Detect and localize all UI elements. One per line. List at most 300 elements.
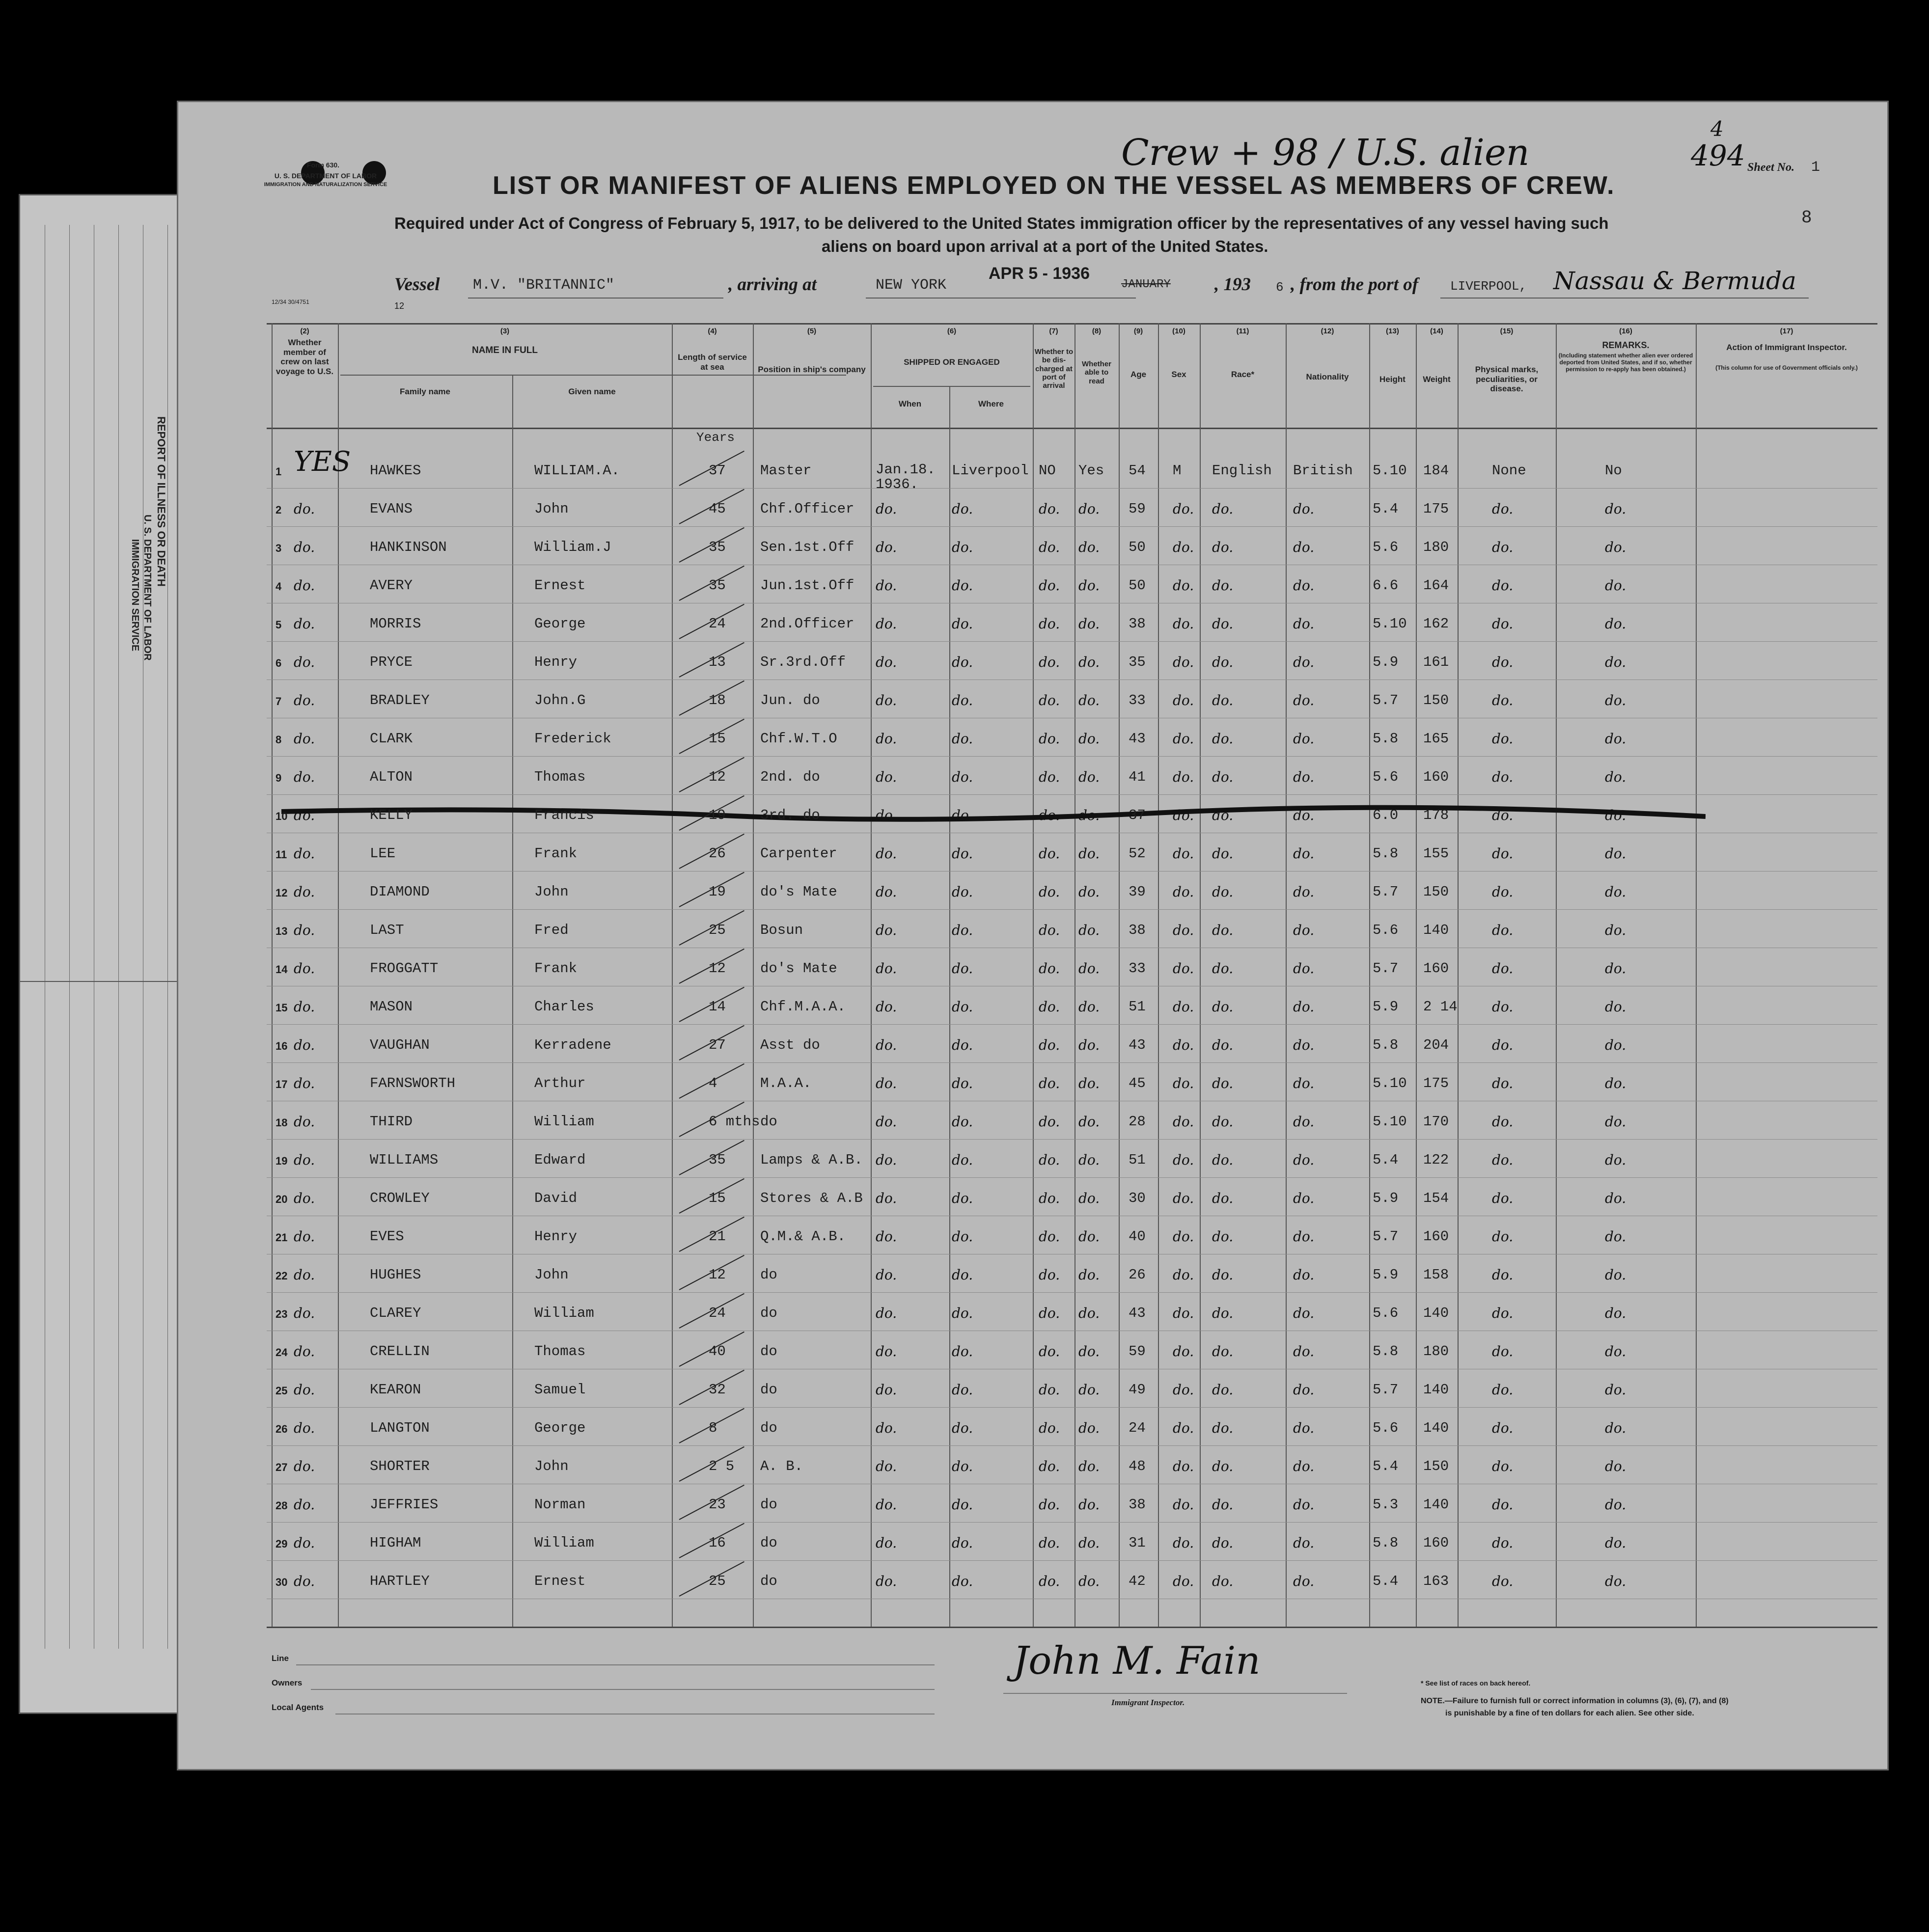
cell-given: John [534,1267,569,1283]
cell-physical: do. [1492,1420,1514,1436]
cell-weight: 180 [1423,539,1449,555]
cell-physical: do. [1492,960,1514,977]
cell-sex: M [1173,463,1182,479]
cell-when: do. [876,1343,897,1360]
cell-position: do [760,1497,777,1513]
cell-read: do. [1078,845,1100,862]
cell-when: do. [876,539,897,555]
cell-discharged: do. [1039,922,1060,938]
cell-member: do. [294,1458,315,1474]
small-mark: 12 [394,301,405,311]
cell-position: Chf.M.A.A. [760,999,846,1015]
cell-race: do. [1212,1343,1234,1360]
cell-remarks: do. [1605,1458,1626,1474]
colnum-16: (16) [1619,327,1632,335]
strip-rule [118,225,119,1649]
cell-member: do. [294,1152,315,1168]
header-action: Action of Immigrant Inspector. [1726,343,1847,352]
cell-member: do. [294,654,315,670]
cell-physical: do. [1492,1075,1514,1091]
col-rule [1416,323,1417,1627]
handwritten-small-num: 4 [1710,117,1724,141]
cell-age: 43 [1129,1037,1146,1053]
footnote-2: is punishable by a fine of ten dollars for each alien. See other side. [1445,1709,1694,1717]
cell-discharged: do. [1039,884,1060,900]
cell-member: do. [294,692,315,708]
cell-given: Frank [534,845,578,862]
row-rule [267,1292,1877,1293]
handwritten-total: 494 [1691,139,1745,172]
cell-discharged: do. [1039,1535,1060,1551]
cell-remarks: do. [1605,1152,1626,1168]
cell-nationality: do. [1293,1497,1315,1513]
cell-family: CLAREY [370,1305,421,1321]
strip-rule [167,225,168,1649]
cell-sex: do. [1173,539,1194,555]
cell-nationality: do. [1293,999,1315,1015]
form-number: Form 630. [306,161,340,169]
cell-family: EVES [370,1228,404,1245]
cell-family: HANKINSON [370,539,447,555]
cell-when: do. [876,731,897,747]
cell-member: do. [294,1075,315,1091]
cell-position: Asst do [760,1037,820,1053]
cell-member: do. [294,807,315,823]
cell-position: do [760,1535,777,1551]
col-rule [1033,323,1034,1627]
header-sex: Sex [1171,370,1186,379]
cell-position: do [760,1382,777,1398]
cell-race: do. [1212,501,1234,517]
tally-slash [679,566,744,601]
cell-family: PRYCE [370,654,413,670]
row-rule [267,1177,1877,1178]
cell-height: 5.4 [1373,501,1399,517]
cell-weight: 170 [1423,1114,1449,1130]
cell-member: do. [294,1037,315,1053]
cell-when: do. [876,1458,897,1474]
cell-remarks: do. [1605,807,1626,823]
cell-position: Sen.1st.Off [760,539,854,555]
cell-remarks: do. [1605,1343,1626,1360]
cell-physical: do. [1492,807,1514,823]
strip-rule [69,225,70,1649]
cell-sex: do. [1173,1152,1194,1168]
cell-position: Q.M.& A.B. [760,1228,846,1245]
cell-family: LAST [370,922,404,938]
cell-nationality: do. [1293,1458,1315,1474]
cell-race: do. [1212,1497,1234,1513]
cell-length: 25 [709,1573,726,1589]
cell-race: do. [1212,1420,1234,1436]
colnum-7: (7) [1049,327,1058,335]
cell-family: WILLIAMS [370,1152,439,1168]
tally-slash [679,1178,744,1214]
cell-read: do. [1078,1420,1100,1436]
cell-weight: 204 [1423,1037,1449,1053]
header-shipped: SHIPPED OR ENGAGED [904,357,1000,367]
cell-age: 51 [1129,1152,1146,1168]
cell-position: Sr.3rd.Off [760,654,846,670]
cell-length: 6 mths [709,1114,760,1130]
row-number: 27 [276,1461,288,1473]
cell-where: do. [952,1458,973,1474]
cell-when: do. [876,1075,897,1091]
manifest-subtitle-1: Required under Act of Congress of February 5, 1917, to be delivered to the United States immigration officer by the representatives of any vessel having such [394,214,1609,232]
row-rule [267,641,1877,642]
cell-read: do. [1078,1267,1100,1283]
cell-remarks: do. [1605,731,1626,747]
cell-family: HAWKES [370,463,421,479]
col-rule [1158,323,1159,1627]
cell-discharged: do. [1039,1305,1060,1321]
cell-physical: do. [1492,501,1514,517]
cell-length: 40 [709,1343,726,1360]
cell-weight: 140 [1423,1497,1449,1513]
departure-port-typed: LIVERPOOL, [1450,279,1527,294]
tally-slash [679,642,744,678]
cell-length: 45 [709,501,726,517]
cell-weight: 150 [1423,884,1449,900]
cell-family: JEFFRIES [370,1497,439,1513]
cell-member: do. [294,999,315,1015]
cell-weight: 163 [1423,1573,1449,1589]
cell-member: do. [294,1573,315,1589]
tally-slash [679,680,744,716]
tally-slash [679,910,744,946]
footer-owners-rule [311,1689,935,1690]
cell-position: 2nd. do [760,769,820,785]
tally-slash [679,527,744,563]
cell-position: Stores & A.B [760,1190,863,1206]
col-rule [512,375,513,1627]
cell-member: YES [294,446,351,478]
cell-weight: 160 [1423,960,1449,977]
cell-remarks: do. [1605,1228,1626,1245]
cell-family: SHORTER [370,1458,430,1474]
cell-family: THIRD [370,1114,413,1130]
cell-physical: do. [1492,1190,1514,1206]
cell-when: Jan.18. 1936. [876,462,936,492]
cell-sex: do. [1173,1343,1194,1360]
cell-physical: do. [1492,845,1514,862]
cell-age: 52 [1129,845,1146,862]
cell-when: do. [876,769,897,785]
cell-remarks: do. [1605,1305,1626,1321]
cell-discharged: do. [1039,1267,1060,1283]
tally-slash [679,1370,744,1405]
cell-nationality: do. [1293,1037,1315,1053]
header-member: Whether member of crew on last voyage to U.S. [276,338,334,376]
cell-physical: do. [1492,922,1514,938]
cell-discharged: do. [1039,1228,1060,1245]
cell-age: 39 [1129,884,1146,900]
cell-discharged: do. [1039,1114,1060,1130]
row-rule [267,1407,1877,1408]
cell-when: do. [876,1114,897,1130]
cell-where: do. [952,1420,973,1436]
cell-member: do. [294,577,315,594]
tally-slash [679,1293,744,1329]
cell-weight: 140 [1423,922,1449,938]
cell-height: 5.4 [1373,1152,1399,1168]
col-rule [949,386,950,1627]
cell-member: do. [294,1343,315,1360]
cell-read: do. [1078,1497,1100,1513]
arriving-label: , arriving at [728,274,817,295]
cell-discharged: do. [1039,1458,1060,1474]
row-number: 3 [276,542,282,554]
cell-given: David [534,1190,578,1206]
cell-where: do. [952,1382,973,1398]
cell-position: do [760,1114,777,1130]
header-weight: Weight [1423,375,1451,384]
cell-physical: do. [1492,1228,1514,1245]
cell-age: 24 [1129,1420,1146,1436]
cell-given: Thomas [534,769,586,785]
cell-height: 5.4 [1373,1573,1399,1589]
cell-height: 5.7 [1373,960,1399,977]
cell-member: do. [294,539,315,555]
cell-physical: do. [1492,1573,1514,1589]
row-number: 28 [276,1499,288,1512]
cell-physical: do. [1492,731,1514,747]
cell-where: do. [952,1267,973,1283]
cell-nationality: do. [1293,731,1315,747]
cell-weight: 158 [1423,1267,1449,1283]
cell-weight: 150 [1423,692,1449,708]
cell-weight: 178 [1423,807,1449,823]
footnote-races: * See list of races on back hereof. [1421,1679,1531,1687]
cell-weight: 160 [1423,1535,1449,1551]
row-number: 24 [276,1346,288,1359]
row-number: 18 [276,1116,288,1129]
cell-age: 49 [1129,1382,1146,1398]
row-rule [267,1062,1877,1063]
cell-length: 13 [709,654,726,670]
cell-age: 41 [1129,769,1146,785]
cell-length: 27 [709,1037,726,1053]
cell-nationality: do. [1293,1382,1315,1398]
cell-physical: do. [1492,1305,1514,1321]
cell-family: LEE [370,845,396,862]
cell-read: do. [1078,1152,1100,1168]
cell-age: 43 [1129,731,1146,747]
colnum-13: (13) [1386,327,1399,335]
row-number: 26 [276,1423,288,1435]
cell-where: do. [952,731,973,747]
col-rule [272,323,273,1627]
header-remarks-note: (Including statement whether alien ever ordered deported from United States, and if so, whether permission to re-apply has been obtained.) [1558,352,1693,373]
tally-slash [679,1485,744,1520]
cell-given: Frederick [534,731,611,747]
cell-given: Kerradene [534,1037,611,1053]
inspector-signature: John M. Fain [1013,1639,1261,1683]
cell-weight: 160 [1423,1228,1449,1245]
tally-slash [679,1561,744,1597]
manifest-subtitle-2: aliens on board upon arrival at a port of the United States. [822,237,1268,255]
cell-weight: 175 [1423,1075,1449,1091]
row-number: 20 [276,1193,288,1205]
cell-age: 26 [1129,1267,1146,1283]
cell-race: do. [1212,1114,1234,1130]
row-rule [267,488,1877,489]
cell-where: do. [952,1152,973,1168]
colnum-9: (9) [1133,327,1143,335]
from-underline [1440,298,1809,299]
strip-vertical-title: REPORT OF ILLNESS OR DEATH [155,416,167,587]
cell-where: do. [952,616,973,632]
cell-weight: 165 [1423,731,1449,747]
cell-nationality: do. [1293,1305,1315,1321]
cell-position: 3rd. do [760,807,820,823]
col-rule [753,323,754,1627]
cell-where: do. [952,692,973,708]
header-when: When [898,399,922,408]
cell-remarks: do. [1605,654,1626,670]
cell-member: do. [294,1497,315,1513]
cell-age: 59 [1129,1343,1146,1360]
cell-member: do. [294,845,315,862]
cell-physical: do. [1492,1152,1514,1168]
cell-sex: do. [1173,654,1194,670]
header-read: Whether able to read [1082,360,1111,385]
departure-ports-handwritten: Nassau & Bermuda [1553,267,1796,295]
row-rule [267,1445,1877,1446]
tally-slash [679,604,744,639]
header-race: Race* [1231,370,1255,379]
header-remarks: REMARKS. [1602,340,1650,350]
cell-when: do. [876,1382,897,1398]
cell-family: ALTON [370,769,413,785]
cell-sex: do. [1173,1037,1194,1053]
row-rule [267,1024,1877,1025]
cell-physical: do. [1492,616,1514,632]
cell-nationality: do. [1293,1420,1315,1436]
cell-when: do. [876,1190,897,1206]
cell-length: 19 [709,884,726,900]
cell-weight: 140 [1423,1420,1449,1436]
cell-where: do. [952,1075,973,1091]
cell-physical: do. [1492,769,1514,785]
cell-remarks: do. [1605,1037,1626,1053]
cell-physical: do. [1492,539,1514,555]
cell-height: 5.10 [1373,1114,1407,1130]
cell-where: do. [952,922,973,938]
col-rule [1369,323,1370,1627]
manifest-sheet [177,101,1889,1770]
cell-sex: do. [1173,1305,1194,1321]
cell-read: do. [1078,539,1100,555]
cell-when: do. [876,1497,897,1513]
cell-where: Liverpool [952,463,1029,479]
row-number: 13 [276,925,288,937]
cell-read: do. [1078,807,1100,823]
cell-height: 5.8 [1373,1037,1399,1053]
cell-nationality: do. [1293,1267,1315,1283]
colnum-4: (4) [708,327,717,335]
cell-length: 21 [709,1228,726,1245]
cell-length: 24 [709,616,726,632]
tally-slash [679,719,744,754]
cell-position: Master [760,463,812,479]
cell-nationality: do. [1293,501,1315,517]
sheet-number-label: Sheet No. [1747,161,1794,174]
header-where: Where [978,399,1004,408]
row-rule [267,1522,1877,1523]
cell-age: 43 [1129,1305,1146,1321]
cell-read: do. [1078,1190,1100,1206]
cell-weight: 2 14 [1423,999,1458,1015]
cell-physical: do. [1492,577,1514,594]
row-number: 29 [276,1538,288,1550]
cell-remarks: do. [1605,1382,1626,1398]
cell-physical: do. [1492,1114,1514,1130]
cell-when: do. [876,1267,897,1283]
cell-position: Chf.W.T.O [760,731,837,747]
cell-given: George [534,616,586,632]
cell-family: FARNSWORTH [370,1075,456,1091]
cell-read: do. [1078,1573,1100,1589]
cell-sex: do. [1173,1228,1194,1245]
tally-slash [679,1025,744,1061]
cell-length: 15 [709,1190,726,1206]
cell-where: do. [952,1114,973,1130]
cell-physical: do. [1492,692,1514,708]
row-number: 15 [276,1002,288,1014]
tally-slash [679,1446,744,1482]
col-rule [338,323,339,1627]
row-number: 21 [276,1231,288,1244]
row-number: 22 [276,1270,288,1282]
tally-slash [679,757,744,792]
cell-age: 33 [1129,960,1146,977]
cell-nationality: do. [1293,692,1315,708]
cell-where: do. [952,539,973,555]
cell-given: Thomas [534,1343,586,1360]
cell-given: Norman [534,1497,586,1513]
cell-position: Lamps & A.B. [760,1152,863,1168]
cell-race: do. [1212,1267,1234,1283]
cell-race: do. [1212,1382,1234,1398]
cell-when: do. [876,1037,897,1053]
cell-sex: do. [1173,1573,1194,1589]
row-number: 10 [276,810,288,822]
cell-weight: 154 [1423,1190,1449,1206]
cell-given: Francis [534,807,594,823]
cell-remarks: do. [1605,960,1626,977]
cell-remarks: do. [1605,1573,1626,1589]
cell-height: 5.6 [1373,1420,1399,1436]
cell-remarks: do. [1605,616,1626,632]
form-department: U. S. DEPARTMENT OF LABOR [274,172,377,180]
colnum-10: (10) [1172,327,1185,335]
cell-position: Bosun [760,922,803,938]
cell-member: do. [294,616,315,632]
cell-physical: None [1492,463,1526,479]
cell-discharged: do. [1039,1573,1060,1589]
cell-sex: do. [1173,616,1194,632]
cell-sex: do. [1173,845,1194,862]
cell-read: do. [1078,501,1100,517]
row-number: 23 [276,1308,288,1320]
col-rule [672,323,673,1627]
cell-where: do. [952,1497,973,1513]
cell-where: do. [952,1228,973,1245]
cell-length: 19 [709,807,726,823]
footer-owners-label: Owners [272,1678,303,1687]
cell-remarks: do. [1605,1114,1626,1130]
